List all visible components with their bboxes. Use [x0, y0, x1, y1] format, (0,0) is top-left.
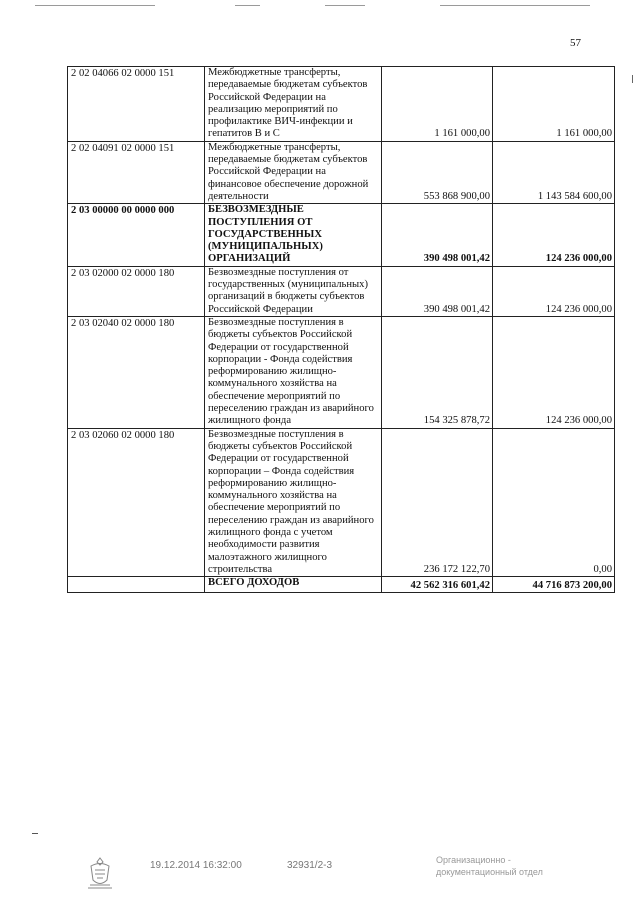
department-line: документационный отдел [436, 867, 543, 877]
scan-edge-line [440, 5, 590, 6]
total-amount-cell: 42 562 316 601,42 [382, 577, 493, 593]
amount-cell: 390 498 001,42 [382, 266, 493, 316]
document-footer [0, 848, 640, 898]
page-number: 57 [570, 37, 581, 49]
budget-code-cell: 2 03 02060 02 0000 180 [68, 428, 205, 577]
item-name-cell: Безвозмездные поступления в бюджеты субъектов Российской Федерации от государственной корпорации - Фонда содействия реформированию жилищно-коммунального хозяйства на обеспечение мероприятий по переселению граждан из аварийного жилищного фонда [205, 316, 382, 428]
department-line: Организационно - [436, 855, 511, 865]
table-row [68, 67, 615, 142]
amount-cell: 1 143 584 600,00 [493, 141, 615, 203]
table-row [68, 428, 615, 577]
amount-cell: 236 172 122,70 [382, 428, 493, 577]
table-body [68, 67, 615, 593]
amount-cell: 390 498 001,42 [382, 204, 493, 266]
amount-cell: 124 236 000,00 [493, 204, 615, 266]
total-amount-cell: 44 716 873 200,00 [493, 577, 615, 593]
amount-cell: 553 868 900,00 [382, 141, 493, 203]
budget-code-cell: 2 03 02000 02 0000 180 [68, 266, 205, 316]
amount-cell: 124 236 000,00 [493, 266, 615, 316]
registration-timestamp: 19.12.2014 16:32:00 [150, 860, 242, 871]
total-label-cell: ВСЕГО ДОХОДОВ [205, 577, 382, 593]
coat-of-arms-icon [85, 856, 115, 890]
amount-cell: 124 236 000,00 [493, 316, 615, 428]
budget-code-cell: 2 02 04066 02 0000 151 [68, 67, 205, 142]
amount-cell: 154 325 878,72 [382, 316, 493, 428]
scan-edge-mark [632, 75, 633, 83]
item-name-cell: Безвозмездные поступления от государственных (муниципальных) организаций в бюджеты субъектов Российской Федерации [205, 266, 382, 316]
total-row [68, 577, 615, 593]
registration-code: 32931/2-3 [287, 860, 333, 871]
item-name-cell: Межбюджетные трансферты, передаваемые бюджетам субъектов Российской Федерации на реализацию мероприятий по профилактике ВИЧ-инфекции и гепатитов В и С [205, 67, 382, 142]
total-empty-cell [68, 577, 205, 593]
amount-cell: 0,00 [493, 428, 615, 577]
scan-edge-line [235, 5, 260, 6]
department-stamp [436, 854, 543, 878]
budget-code-cell: 2 03 00000 00 0000 000 [68, 204, 205, 266]
scan-edge-line [325, 5, 365, 6]
table-row [68, 316, 615, 428]
table-row [68, 266, 615, 316]
revenue-table [67, 66, 615, 593]
scan-edge-line [35, 5, 155, 6]
amount-cell: 1 161 000,00 [382, 67, 493, 142]
item-name-cell: Межбюджетные трансферты, передаваемые бюджетам субъектов Российской Федерации на финансовое обеспечение дорожной деятельности [205, 141, 382, 203]
table-row [68, 204, 615, 266]
budget-code-cell: 2 03 02040 02 0000 180 [68, 316, 205, 428]
budget-code-cell: 2 02 04091 02 0000 151 [68, 141, 205, 203]
item-name-cell: Безвозмездные поступления в бюджеты субъектов Российской Федерации от государственной корпорации – Фонда содействия реформированию жилищно-коммунального хозяйства на обеспечение мероприятий по переселению граждан из аварийного жилищного фонда с учетом необходимости развития малоэтажного жилищного строительства [205, 428, 382, 577]
amount-cell: 1 161 000,00 [493, 67, 615, 142]
table-row [68, 141, 615, 203]
item-name-cell: БЕЗВОЗМЕЗДНЫЕ ПОСТУПЛЕНИЯ ОТ ГОСУДАРСТВЕННЫХ (МУНИЦИПАЛЬНЫХ) ОРГАНИЗАЦИЙ [205, 204, 382, 266]
scan-edge-mark [32, 833, 38, 834]
